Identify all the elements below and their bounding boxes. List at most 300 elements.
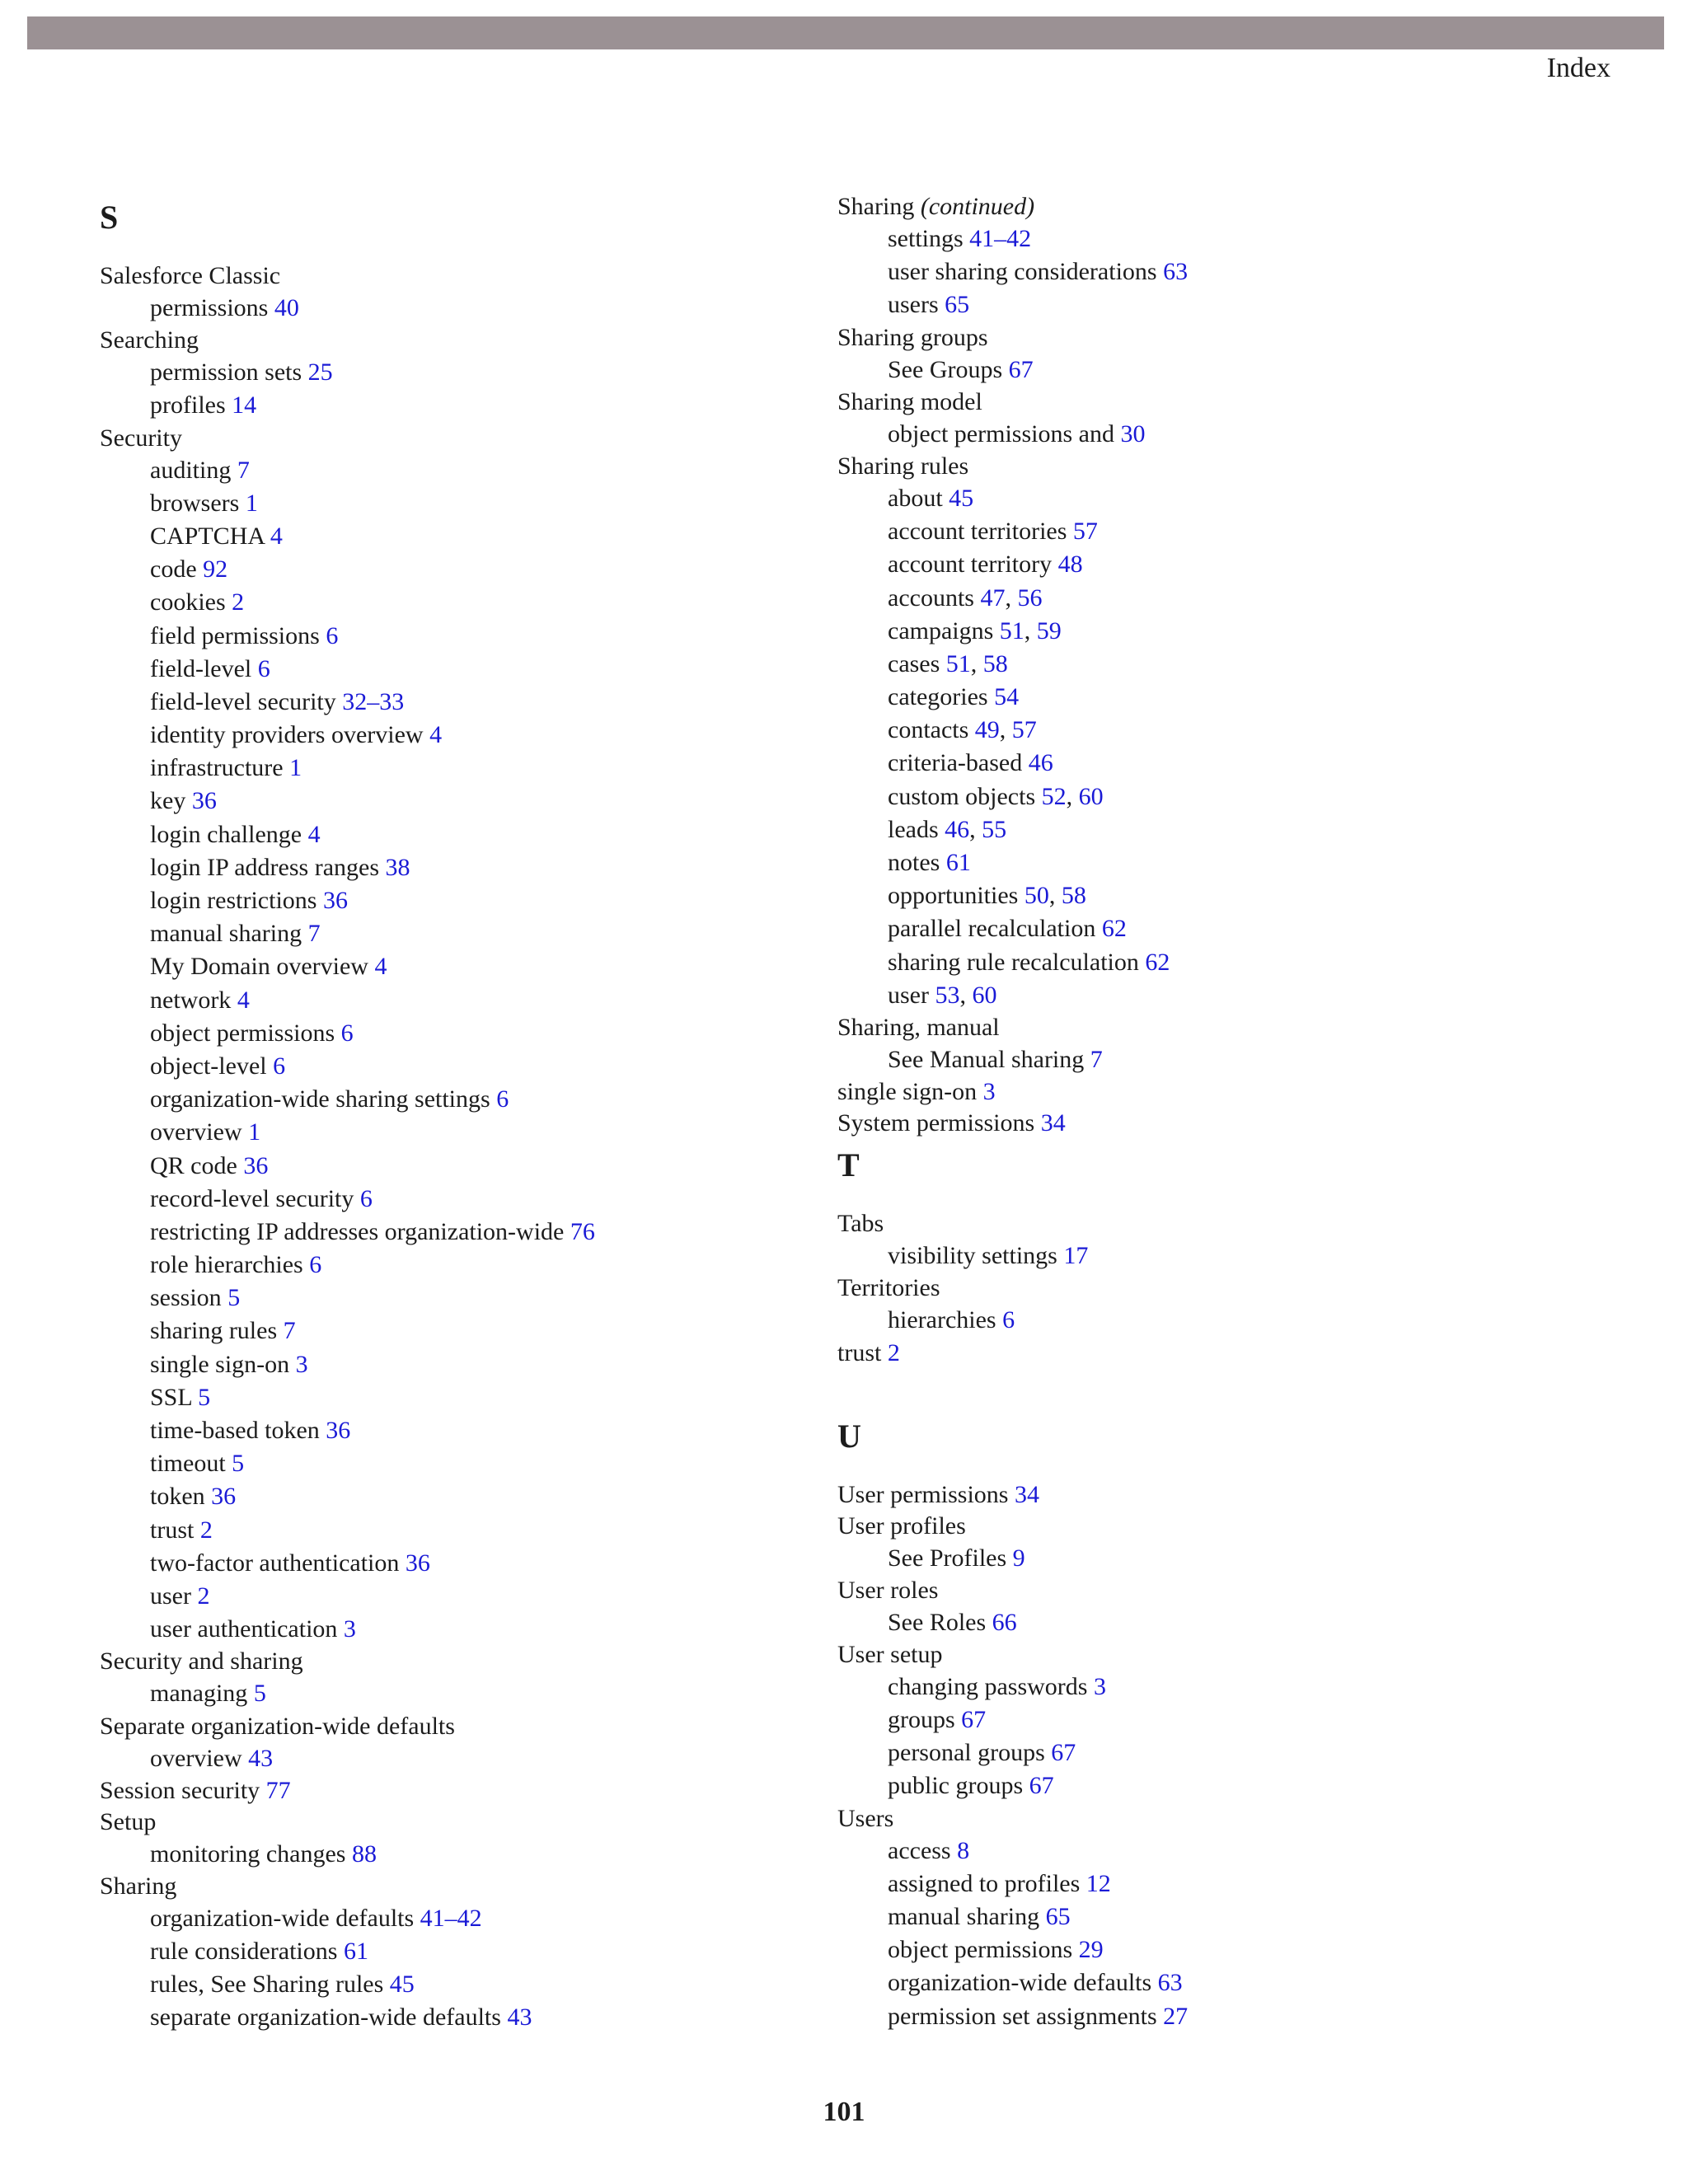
index-term: User roles: [837, 1576, 939, 1604]
page-link[interactable]: 30: [1120, 419, 1146, 448]
page-link[interactable]: 38: [385, 853, 410, 881]
page-link[interactable]: 61: [945, 849, 971, 876]
page-link[interactable]: 62: [1101, 915, 1127, 943]
page-link[interactable]: 3: [295, 1350, 308, 1378]
index-column-left: [100, 191, 825, 2035]
page-link[interactable]: 57: [1072, 518, 1098, 546]
page-link[interactable]: 12: [1085, 1869, 1111, 1897]
index-term: access: [888, 1836, 951, 1864]
index-subentry: [100, 292, 825, 325]
index-term: token: [150, 1483, 205, 1511]
index-subentry: [100, 818, 825, 851]
index-subentry: [100, 1116, 825, 1149]
index-term: hierarchies: [888, 1306, 996, 1334]
index-term: opportunities: [888, 882, 1019, 910]
page-link[interactable]: 1: [248, 1118, 261, 1146]
page-link[interactable]: 34: [1014, 1480, 1039, 1508]
index-subentry: [100, 917, 825, 950]
index-term: user: [150, 1582, 191, 1610]
index-subentry: accounts 47, 56: [888, 583, 1043, 612]
page-link[interactable]: 43: [248, 1744, 274, 1772]
page-link[interactable]: 46: [1028, 749, 1053, 777]
index-subentry: [837, 354, 1579, 387]
index-term: profiles: [150, 391, 226, 419]
index-term: manual sharing: [150, 920, 302, 948]
index-subentry: [100, 785, 825, 818]
page-link[interactable]: 25: [307, 359, 333, 387]
page-link[interactable]: 6: [273, 1052, 286, 1080]
index-subentry: [837, 482, 1579, 515]
page-link[interactable]: 67: [1029, 1772, 1054, 1800]
index-subentry: [100, 1447, 825, 1480]
index-subentry: [837, 223, 1579, 255]
index-term: organization-wide sharing settings: [150, 1085, 490, 1113]
index-entry: [837, 1076, 1579, 1108]
page-link[interactable]: 46: [945, 815, 970, 843]
top-color-bar: [27, 16, 1664, 49]
index-term: trust: [150, 1516, 195, 1544]
page-link[interactable]: 17: [1063, 1242, 1089, 1270]
index-subentry: [100, 1547, 825, 1580]
index-term: overview: [150, 1118, 242, 1146]
index-term: permissions: [150, 294, 269, 321]
page-link[interactable]: 2: [887, 1338, 900, 1366]
index-term: accounts: [888, 583, 974, 612]
index-subentry: [837, 846, 1579, 879]
index-subentry: [837, 418, 1579, 451]
index-term: rule considerations: [150, 1938, 338, 1966]
page-link[interactable]: 4: [270, 522, 283, 550]
index-subentry: [100, 1414, 825, 1447]
index-column-right: [837, 191, 1579, 2033]
page-link[interactable]: 77: [265, 1776, 291, 1804]
page-link[interactable]: 40: [274, 294, 299, 321]
page-link[interactable]: 51: [999, 616, 1025, 644]
index-subentry: [837, 1542, 1579, 1575]
index-entry: [100, 325, 825, 356]
index-term: key: [150, 787, 186, 815]
index-subentry: [100, 884, 825, 917]
index-term: Territories: [837, 1274, 940, 1302]
index-subentry: [100, 1083, 825, 1116]
index-term: cookies: [150, 588, 226, 616]
continued-label: (continued): [920, 193, 1035, 220]
page-link[interactable]: 36: [211, 1483, 237, 1511]
index-subentry: [100, 620, 825, 653]
index-entry: [837, 1479, 1579, 1511]
index-subentry: [100, 1315, 825, 1347]
index-entry: [837, 387, 1579, 418]
page-link[interactable]: 67: [1051, 1739, 1076, 1767]
index-entry: [100, 1711, 825, 1742]
index-term: Sharing groups: [837, 323, 988, 351]
page-link[interactable]: 55: [982, 815, 1007, 843]
index-subentry: [100, 1183, 825, 1216]
page-link[interactable]: 59: [1036, 616, 1062, 644]
index-term: account territory: [888, 551, 1053, 579]
index-term: campaigns: [888, 616, 994, 644]
index-subentry: cases 51, 58: [888, 649, 1008, 677]
index-term: manual sharing: [888, 1903, 1040, 1930]
page-link[interactable]: 27: [1163, 2002, 1189, 2030]
page-link[interactable]: 67: [961, 1706, 987, 1734]
index-term: restricting IP addresses organization-wide: [150, 1217, 565, 1245]
index-subentry: [100, 1514, 825, 1547]
page-link[interactable]: 49: [974, 716, 1000, 744]
page-link[interactable]: 4: [307, 820, 321, 848]
index-term: user authentication: [150, 1615, 338, 1643]
index-subentry: [100, 1381, 825, 1414]
page-link[interactable]: 6: [340, 1019, 354, 1047]
index-term: login challenge: [150, 820, 302, 848]
page-link[interactable]: 65: [1045, 1903, 1071, 1930]
index-subentry: [837, 946, 1579, 979]
index-subentry: [100, 1580, 825, 1613]
index-term: separate organization-wide defaults: [150, 2004, 501, 2032]
index-term: overview: [150, 1744, 242, 1772]
index-term: code: [150, 555, 197, 583]
index-term: User profiles: [837, 1511, 966, 1540]
page-link[interactable]: 58: [1061, 882, 1086, 910]
index-term: organization-wide defaults: [888, 1969, 1152, 1997]
index-term: permission sets: [150, 359, 302, 387]
page-link[interactable]: 7: [283, 1317, 296, 1345]
index-subentry: [837, 1704, 1579, 1736]
page-link[interactable]: 47: [980, 583, 1006, 612]
page-link[interactable]: 29: [1078, 1936, 1104, 1964]
index-term: Sharing model: [837, 387, 982, 415]
index-subentry: [837, 548, 1579, 581]
page-link[interactable]: 32–33: [342, 687, 405, 715]
page-link[interactable]: 62: [1145, 948, 1170, 976]
index-subentry: [837, 515, 1579, 548]
page-link[interactable]: 54: [994, 683, 1020, 711]
index-subentry: [100, 1216, 825, 1249]
index-term: identity providers overview: [150, 721, 424, 749]
page-link[interactable]: 58: [982, 649, 1008, 677]
index-term: infrastructure: [150, 754, 284, 782]
page-link[interactable]: 8: [957, 1836, 970, 1864]
index-term: field-level: [150, 654, 252, 682]
index-subentry: [100, 686, 825, 719]
index-term: Searching: [100, 326, 199, 354]
index-subentry: [100, 487, 825, 520]
page-link[interactable]: 3: [343, 1615, 356, 1643]
index-term: managing: [150, 1680, 248, 1708]
page-link[interactable]: 5: [227, 1284, 241, 1312]
index-term: categories: [888, 683, 988, 711]
index-term: user sharing considerations: [888, 258, 1157, 286]
index-term: groups: [888, 1706, 955, 1734]
page-link[interactable]: 3: [982, 1078, 996, 1106]
page-link[interactable]: 41–42: [969, 225, 1032, 252]
index-subentry: leads 46, 55: [888, 815, 1007, 843]
index-term: QR code: [150, 1151, 237, 1179]
index-term: login IP address ranges: [150, 853, 379, 881]
page-link[interactable]: 48: [1057, 551, 1083, 579]
index-entry: [100, 423, 825, 454]
index-subentry: [100, 1150, 825, 1183]
index-term: SSL: [150, 1383, 192, 1411]
page-link[interactable]: 67: [1008, 355, 1034, 383]
page-link[interactable]: 5: [253, 1680, 266, 1708]
index-subentry: [837, 288, 1579, 321]
page-link[interactable]: 56: [1017, 583, 1043, 612]
index-term: System permissions: [837, 1109, 1035, 1137]
index-term: See Profiles: [888, 1544, 1007, 1572]
page-link[interactable]: 4: [374, 953, 387, 981]
index-subentry: contacts 49, 57: [888, 716, 1037, 744]
page-link[interactable]: 1: [289, 754, 302, 782]
index-subentry: [100, 356, 825, 389]
page-link[interactable]: 2: [232, 588, 245, 616]
index-subentry: [100, 1838, 825, 1871]
index-subentry: [837, 912, 1579, 945]
index-term: See Roles: [888, 1608, 987, 1636]
index-subentry: [837, 2000, 1579, 2033]
page-link[interactable]: 51: [945, 649, 971, 677]
index-term: browsers: [150, 489, 240, 517]
index-term: leads: [888, 815, 939, 843]
index-term: Tabs: [837, 1210, 884, 1238]
index-subentry: [100, 1742, 825, 1775]
index-term: notes: [888, 849, 940, 876]
index-term: login restrictions: [150, 887, 317, 914]
page-link[interactable]: 66: [992, 1608, 1017, 1636]
index-term: field permissions: [150, 621, 320, 649]
index-subentry: [100, 1282, 825, 1315]
index-entry: [100, 1646, 825, 1677]
index-term: sharing rules: [150, 1317, 278, 1345]
index-subentry: [837, 1868, 1579, 1900]
running-head: Index: [1546, 53, 1611, 83]
index-entry: [837, 1272, 1579, 1304]
letter-heading: U: [837, 1417, 861, 1455]
index-subentry: [837, 1304, 1579, 1337]
page-link[interactable]: 7: [237, 456, 250, 484]
index-term: CAPTCHA: [150, 522, 265, 550]
page-link[interactable]: 88: [351, 1840, 377, 1868]
letter-heading: S: [100, 199, 119, 236]
page-link[interactable]: 36: [191, 787, 217, 815]
page-link[interactable]: 50: [1024, 882, 1049, 910]
index-term: See Manual sharing: [888, 1045, 1085, 1073]
index-term: session: [150, 1284, 222, 1312]
index-subentry: custom objects 52, 60: [888, 782, 1104, 810]
index-entry: [837, 1208, 1579, 1240]
index-subentry: [837, 1933, 1579, 1966]
index-entry: [837, 1012, 1579, 1043]
index-subentry: [100, 520, 825, 553]
index-subentry: [837, 1043, 1579, 1076]
index-term: contacts: [888, 716, 969, 744]
index-term: record-level security: [150, 1184, 354, 1212]
index-entry: [837, 1803, 1579, 1835]
page-link[interactable]: 36: [243, 1151, 269, 1179]
page-link[interactable]: 3: [1093, 1672, 1106, 1700]
index-subentry: user 53, 60: [888, 981, 997, 1009]
page-link[interactable]: 34: [1040, 1109, 1066, 1137]
page-link[interactable]: 5: [198, 1383, 211, 1411]
index-term: Users: [837, 1804, 894, 1832]
index-subentry: [100, 1902, 825, 1935]
index-term: visibility settings: [888, 1242, 1057, 1270]
index-term: assigned to profiles: [888, 1869, 1081, 1897]
index-term: trust: [837, 1338, 882, 1366]
page-link[interactable]: 6: [326, 621, 339, 649]
index-subentry: [100, 454, 825, 487]
index-subentry: [837, 255, 1579, 288]
index-term: object permissions and: [888, 419, 1114, 448]
page-link[interactable]: 45: [389, 1971, 415, 1999]
index-term: rules, See Sharing rules: [150, 1971, 384, 1999]
page-link[interactable]: 6: [309, 1251, 322, 1279]
index-entry: [837, 451, 1579, 482]
page-link[interactable]: 53: [935, 981, 960, 1009]
index-subentry: [837, 747, 1579, 780]
page-link[interactable]: 43: [507, 2004, 532, 2032]
index-subentry: campaigns 51, 59: [888, 616, 1062, 644]
index-term: Sharing: [837, 193, 915, 220]
index-subentry: [100, 950, 825, 983]
page-link[interactable]: 9: [1012, 1544, 1025, 1572]
index-term: auditing: [150, 456, 232, 484]
index-term: single sign-on: [150, 1350, 290, 1378]
index-term: Separate organization-wide defaults: [100, 1712, 455, 1740]
index-subentry: [837, 1835, 1579, 1868]
index-subentry: [100, 1480, 825, 1513]
index-term: object permissions: [888, 1936, 1073, 1964]
page-link[interactable]: 65: [945, 291, 970, 319]
index-term: users: [888, 291, 939, 319]
page-link[interactable]: 61: [343, 1938, 368, 1966]
index-term: sharing rule recalculation: [888, 948, 1139, 976]
index-subentry: [837, 1240, 1579, 1272]
page-link[interactable]: 57: [1011, 716, 1037, 744]
page-link[interactable]: 6: [359, 1184, 373, 1212]
index-entry: [837, 1108, 1579, 1139]
index-entry: [100, 1807, 825, 1838]
page-link[interactable]: 41–42: [420, 1904, 482, 1932]
index-term: criteria-based: [888, 749, 1023, 777]
index-subentry: [100, 1017, 825, 1050]
index-subentry: [100, 851, 825, 884]
index-term: object permissions: [150, 1019, 335, 1047]
index-subentry: [100, 1968, 825, 2001]
page-link[interactable]: 45: [949, 484, 974, 512]
index-entry: [837, 1639, 1579, 1671]
index-term: settings: [888, 225, 964, 252]
index-subentry: [837, 1900, 1579, 1933]
index-term: personal groups: [888, 1739, 1045, 1767]
page-link[interactable]: 14: [232, 391, 257, 419]
index-term: timeout: [150, 1450, 226, 1478]
page-link[interactable]: 63: [1163, 258, 1189, 286]
index-term: My Domain overview: [150, 953, 368, 981]
page-link[interactable]: 2: [199, 1516, 213, 1544]
index-term: Sharing rules: [837, 452, 969, 480]
index-subentry: [100, 389, 825, 422]
index-subentry: [100, 2001, 825, 2034]
index-term: time-based token: [150, 1417, 320, 1444]
index-entry: [100, 260, 825, 292]
page-link[interactable]: 92: [203, 555, 228, 583]
page-link[interactable]: 36: [405, 1549, 430, 1577]
index-term: Sharing: [100, 1872, 177, 1900]
index-term: single sign-on: [837, 1078, 978, 1106]
index-subentry: [100, 586, 825, 619]
index-term: organization-wide defaults: [150, 1904, 415, 1932]
page-link[interactable]: 52: [1041, 782, 1067, 810]
index-subentry: [100, 1249, 825, 1282]
index-term: parallel recalculation: [888, 915, 1096, 943]
index-term: Security and sharing: [100, 1647, 303, 1675]
index-entry: [837, 1575, 1579, 1606]
index-term: field-level security: [150, 687, 336, 715]
page-link[interactable]: 5: [232, 1450, 245, 1478]
index-entry: [837, 1338, 1579, 1369]
index-subentry: [100, 719, 825, 752]
index-term: custom objects: [888, 782, 1036, 810]
index-term: User permissions: [837, 1480, 1009, 1508]
index-subentry: [837, 1736, 1579, 1769]
index-term: User setup: [837, 1640, 943, 1668]
page-link[interactable]: 76: [570, 1217, 595, 1245]
index-entry: [100, 1775, 825, 1807]
index-subentry: [100, 984, 825, 1017]
page-link[interactable]: 60: [972, 981, 997, 1009]
index-term: network: [150, 986, 232, 1014]
index-subentry: [100, 1677, 825, 1710]
index-subentry: [100, 752, 825, 785]
index-subentry: [100, 1935, 825, 1968]
page-link[interactable]: 4: [429, 721, 443, 749]
index-entry: [100, 1871, 825, 1902]
page-link[interactable]: 1: [245, 489, 258, 517]
page-link[interactable]: 60: [1078, 782, 1104, 810]
page-link[interactable]: 63: [1157, 1969, 1183, 1997]
page-link[interactable]: 7: [1090, 1045, 1103, 1073]
index-term: cases: [888, 649, 940, 677]
page-link[interactable]: 7: [307, 920, 321, 948]
index-subentry: [837, 1671, 1579, 1704]
index-term: user: [888, 981, 929, 1009]
page-link[interactable]: 6: [496, 1085, 509, 1113]
page-link[interactable]: 4: [237, 986, 250, 1014]
page-link[interactable]: 6: [1002, 1306, 1015, 1334]
index-subentry: opportunities 50, 58: [888, 882, 1086, 910]
page-link[interactable]: 2: [197, 1582, 210, 1610]
index-term: Security: [100, 424, 182, 452]
index-subentry: [100, 653, 825, 686]
index-subentry: [100, 1050, 825, 1083]
index-term: Session security: [100, 1776, 260, 1804]
index-term: permission set assignments: [888, 2002, 1157, 2030]
page-link[interactable]: 36: [322, 887, 348, 914]
letter-heading: T: [837, 1146, 860, 1184]
index-term: two-factor authentication: [150, 1549, 400, 1577]
page-link[interactable]: 6: [257, 654, 270, 682]
index-subentry: [837, 1769, 1579, 1802]
index-term: account territories: [888, 518, 1067, 546]
index-term: monitoring changes: [150, 1840, 346, 1868]
index-subentry: [100, 1613, 825, 1646]
index-subentry: [837, 1966, 1579, 1999]
page-link[interactable]: 36: [326, 1417, 351, 1444]
index-term: Salesforce Classic: [100, 262, 281, 289]
index-entry: [837, 1511, 1579, 1542]
index-subentry: [100, 553, 825, 586]
